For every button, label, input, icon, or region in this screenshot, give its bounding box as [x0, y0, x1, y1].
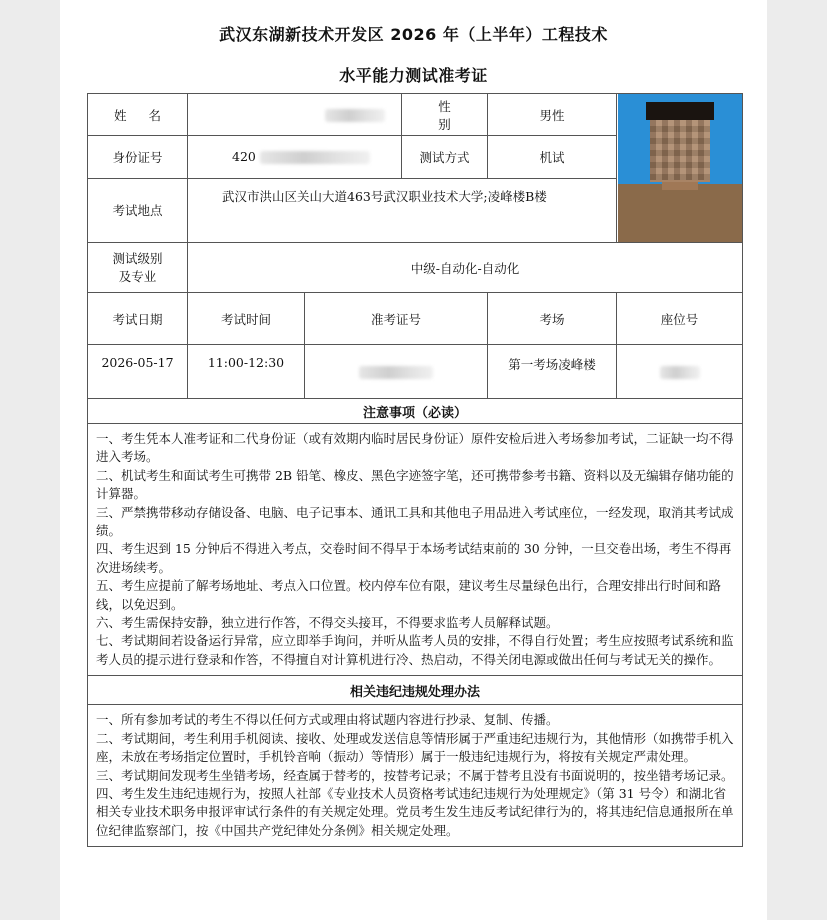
notice-item: 四、考生迟到 15 分钟后不得进入考点，交卷时间不得早于本场考试结束前的 30 分钟，一旦交卷出场，考生不得再次进场续考。: [96, 541, 732, 575]
notice-item: 五、考生应提前了解考场地址、考点入口位置。校内停车位有限，建议考生尽量绿色出行，合理安排出行时间和路线，以免迟到。: [96, 578, 722, 612]
admission-ticket: [60, 0, 767, 920]
photo-image: [618, 94, 742, 242]
notice-item: 一、考生凭本人准考证和二代身份证（或有效期内临时居民身份证）原件安检后进入考场参加考试，二证缺一均不得进入考场。: [96, 431, 734, 465]
gender-label: 性别: [402, 94, 488, 136]
title-line-2: 水平能力测试准考证: [339, 66, 488, 85]
exam-date-value: 2026-05-17: [88, 345, 188, 399]
id-label: 身份证号: [88, 136, 188, 178]
exam-room-value: 第一考场凌峰楼: [488, 345, 617, 399]
notice-item: 七、考试期间若设备运行异常，应立即举手询问，并听从监考人员的安排，不得自行处置；考生应按照考试系统和监考人员的提示进行登录和作答，不得擅自对计算机进行冷、热启动，不得关闭电源或做出任何与考试无关的操作。: [96, 633, 734, 667]
seat-no-value: [617, 345, 743, 399]
ticket-no-label: 准考证号: [305, 293, 488, 345]
level-major-label: 测试级别 及专业: [88, 243, 188, 293]
violation-item: 四、考生发生违纪违规行为，按照人社部《专业技术人员资格考试违纪违规行为处理规定》（第 31 号令）和湖北省相关专业技术职务申报评审试行条件的有关规定处理。党员考生发生违反考试纪律行为的，将其违纪信息通报所在单位纪律监察部门，按《中国共产党纪律处分条例》相关规定处理。: [96, 785, 734, 838]
exam-location-value: 武汉市洪山区关山大道463号武汉职业技术大学;凌峰楼B楼: [188, 178, 617, 242]
level-major-value: 中级-自动化-自动化: [188, 243, 743, 293]
exam-room-label: 考场: [488, 293, 617, 345]
violation-item: 二、考试期间，考生利用手机阅读、接收、处理或发送信息等情形属于严重违纪违规行为，其他情形（如携带手机入座，未放在考场指定位置时，手机铃音响（振动）等情形）属于一般违纪违规行为，将按有关规定严肃处理。: [96, 730, 734, 765]
notice-heading: 注意事项（必读）: [88, 399, 743, 424]
violation-item: 一、所有参加考试的考生不得以任何方式或理由将试题内容进行抄录、复制、传播。: [96, 712, 559, 728]
violations-heading: 相关违纪违规处理办法: [88, 676, 743, 705]
exam-time-label: 考试时间: [188, 293, 305, 345]
test-method-label: 测试方式: [402, 136, 488, 178]
gender-value: 男性: [488, 94, 617, 136]
test-method-value: 机试: [488, 136, 617, 178]
seat-no-label: 座位号: [617, 293, 743, 345]
name-value: [188, 94, 402, 136]
ticket-table: [87, 93, 743, 847]
violations-list: [88, 705, 743, 847]
id-value: 420: [188, 136, 402, 178]
notice-item: 六、考生需保持安静，独立进行作答，不得交头接耳，不得要求监考人员解释试题。: [96, 615, 559, 631]
notice-item: 三、严禁携带移动存储设备、电脑、电子记事本、通讯工具和其他电子用品进入考试座位，一经发现，取消其考试成绩。: [96, 504, 734, 539]
exam-location-label: 考试地点: [88, 178, 188, 242]
candidate-photo: [617, 94, 743, 243]
name-label: 姓名: [88, 94, 188, 136]
notice-item: 二、机试考生和面试考生可携带 2B 铅笔、橡皮、黑色字迹签字笔，还可携带参考书籍、资料以及无编辑存储功能的计算器。: [96, 467, 734, 502]
ticket-no-value: [305, 345, 488, 399]
notice-list: [88, 424, 743, 676]
title-line-1: 武汉东湖新技术开发区 2026 年（上半年）工程技术: [219, 25, 608, 44]
exam-date-label: 考试日期: [88, 293, 188, 345]
exam-time-value: 11:00-12:30: [188, 345, 305, 399]
violation-item: 三、考试期间发现考生坐错考场，经查属于替考的，按替考记录；不属于替考且没有书面说明的，按坐错考场记录。: [96, 767, 734, 783]
